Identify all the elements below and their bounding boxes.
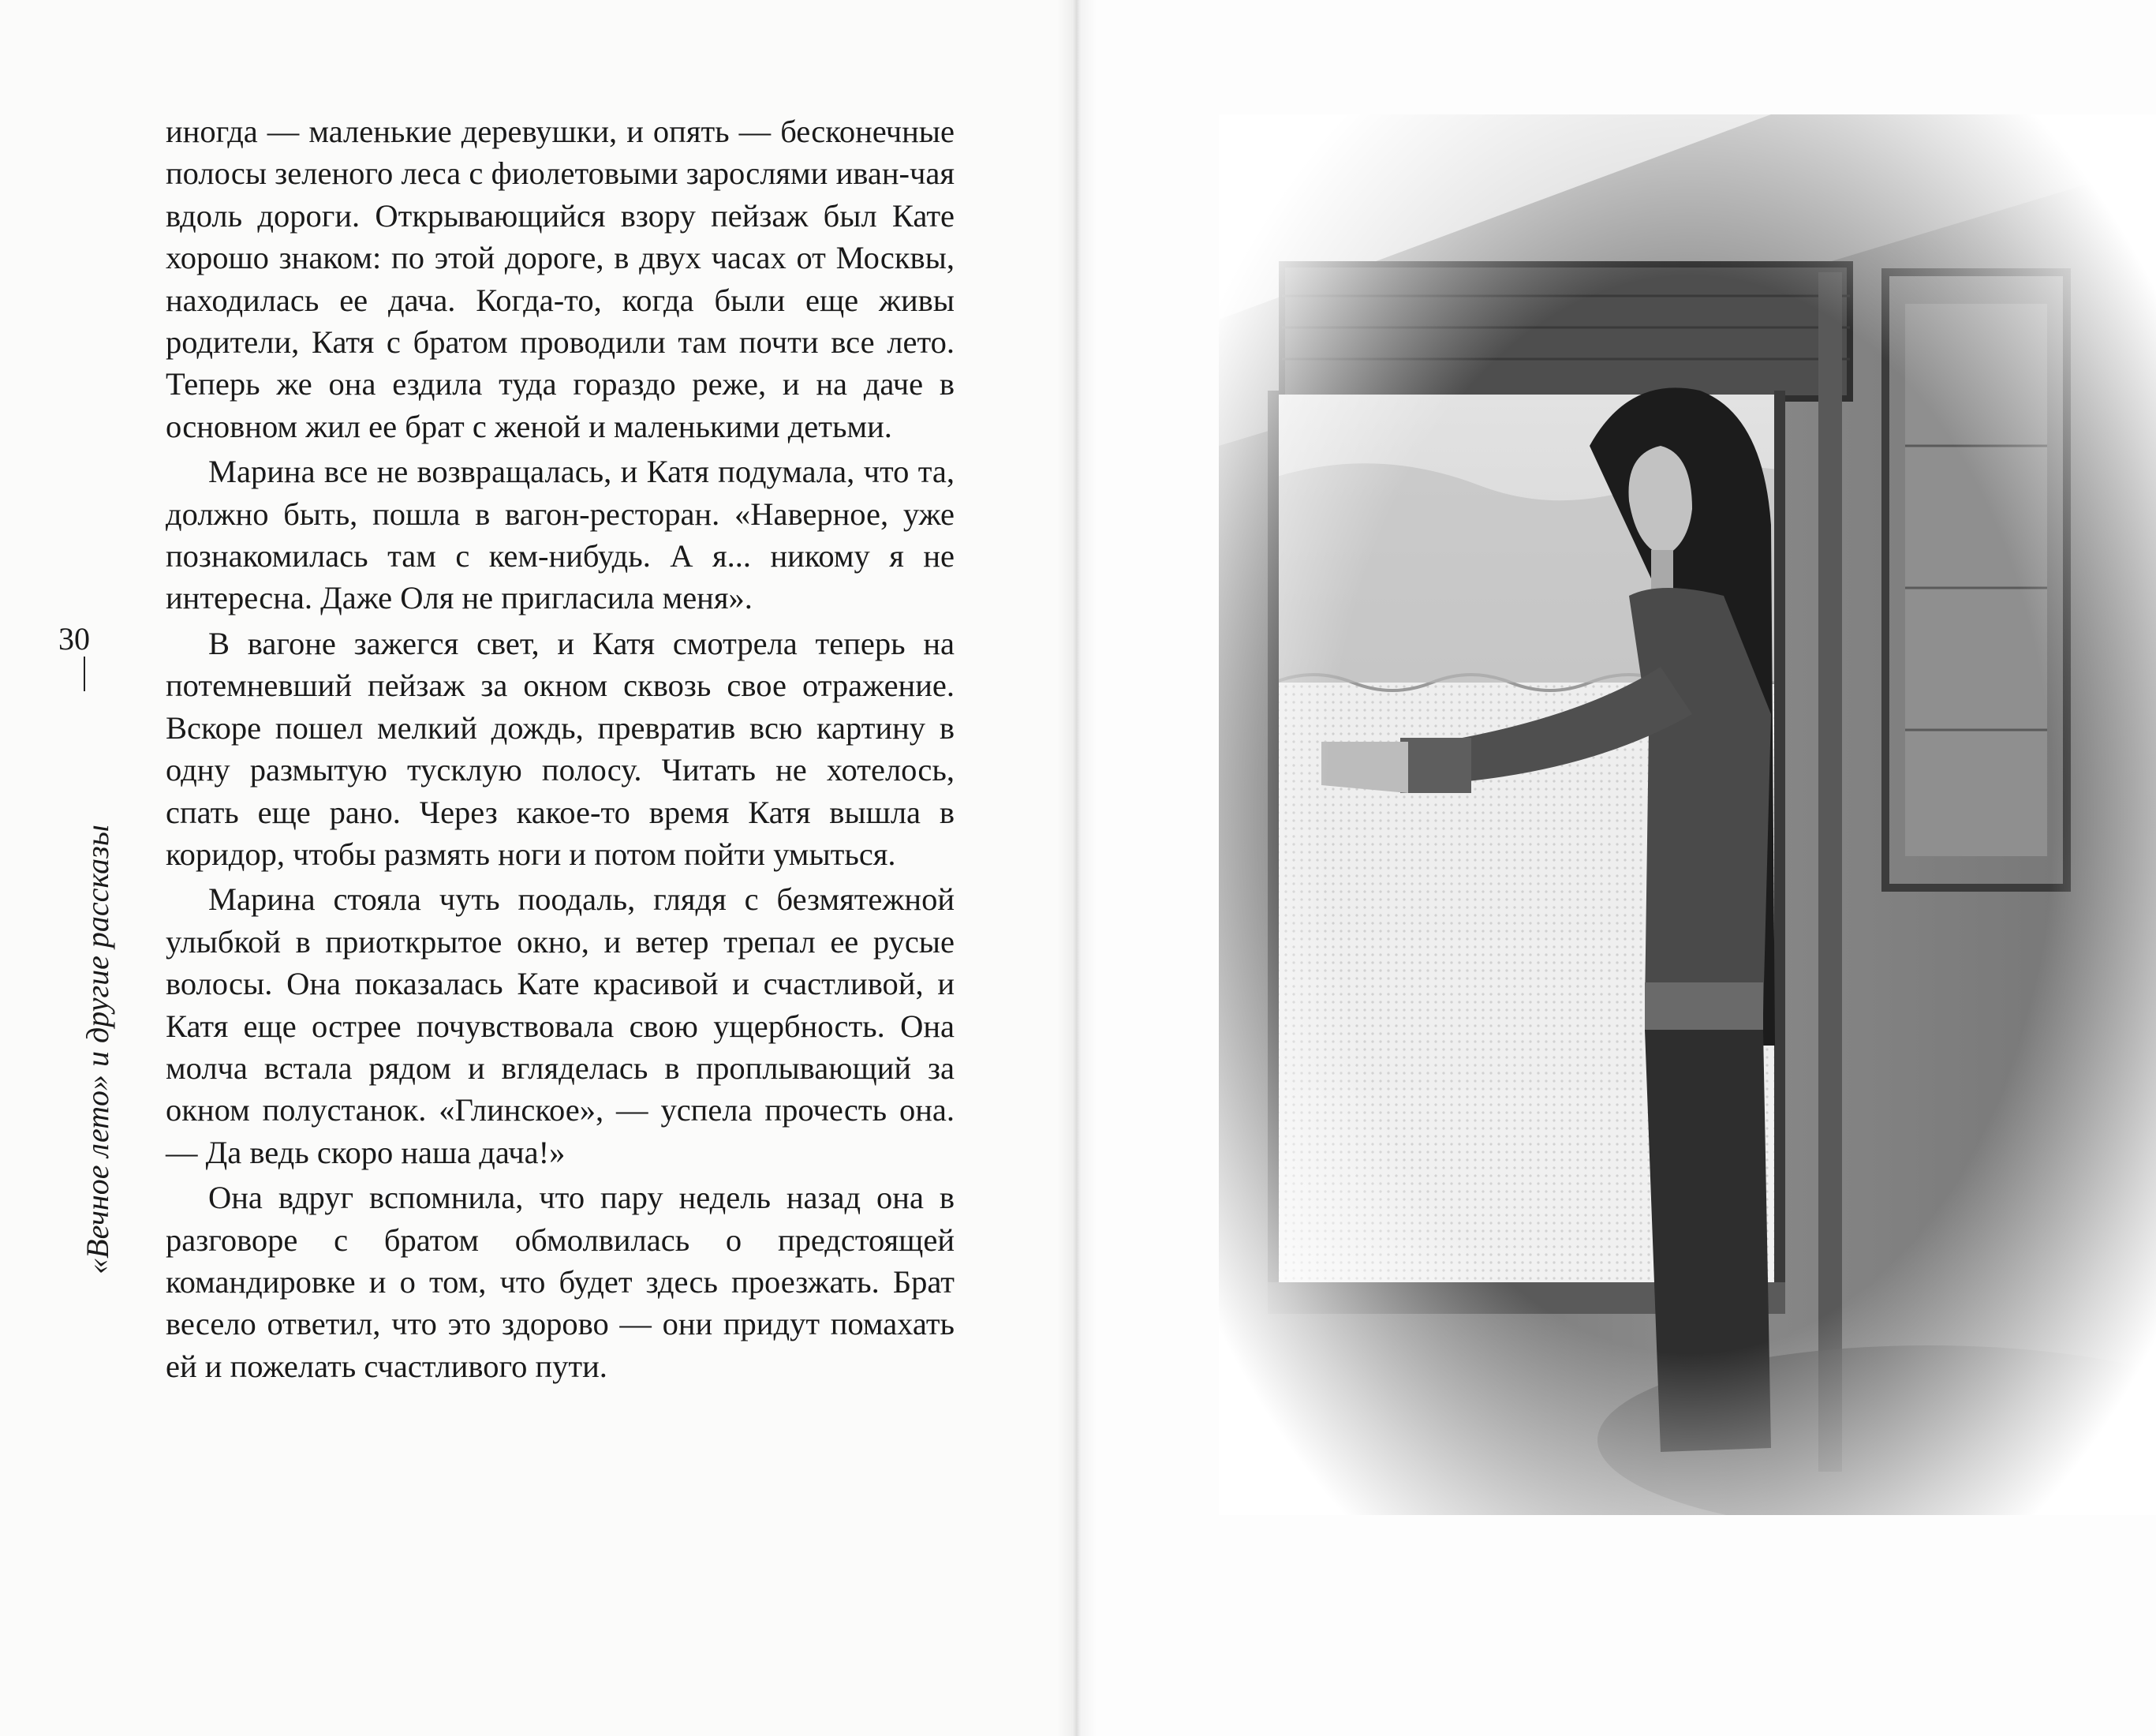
page-number: 30 [58, 621, 90, 657]
paragraph: В вагоне зажегся свет, и Катя смотрела теперь на потемневший пейзаж за окном сквозь свое отражение. Вскоре пошел мелкий дождь, превратив всю картину в одну размытую тусклую полосу. Читать не хотелось, спать еще рано. Через какое-то время Катя вышла в коридор, чтобы размять ноги и потом пойти умыться. [166, 625, 955, 872]
paragraph: Марина все не возвращалась, и Катя подумала, что та, должно быть, пошла в вагон-ресторан. «Наверное, уже познакомилась там с кем-нибудь. А я... никому я не интересна. Даже Оля не пригласила меня». [166, 454, 955, 616]
paragraph: Она вдруг вспомнила, что пару недель назад она в разговоре с братом обмолвилась о предстоящей командировке и о том, что будет здесь проезжать. Брат весело ответил, что это здорово — они придут помахать ей и пожелать счастливого пути. [166, 1180, 955, 1384]
running-head [35, 623, 114, 1499]
left-page [0, 0, 1077, 1736]
body-text [166, 110, 955, 1387]
paragraph: иногда — маленькие деревушки, и опять — бесконечные полосы зеленого леса с фиолетовыми зарослями иван-чая вдоль дороги. Открывающийся взору пейзаж был Кате хорошо знаком: по этой дороге, в двух часах от Москвы, находилась ее дача. Когда-то, когда были еще живы родители, Катя с братом проводили там почти все лето. Теперь же она ездила туда гораздо реже, и на даче в основном жил ее брат с женой и маленькими детьми. [166, 114, 955, 444]
paragraph: Марина стояла чуть поодаль, глядя с безмятежной улыбкой в приоткрытое окно, и ветер трепал ее русые волосы. Она показалась Кате красивой и счастливой, и Катя еще острее почувствовала свою ущербность. Она молча встала рядом и вгляделась в проплывающий за окном полустанок. «Глинское», — успела прочесть она. — Да ведь скоро наша дача!» [166, 881, 955, 1170]
book-gutter [1057, 0, 1097, 1736]
photo-woman-at-window [1219, 114, 2156, 1515]
book-title: «Вечное лето» и другие рассказы [80, 825, 115, 1274]
illustration-photo [1219, 114, 2156, 1515]
